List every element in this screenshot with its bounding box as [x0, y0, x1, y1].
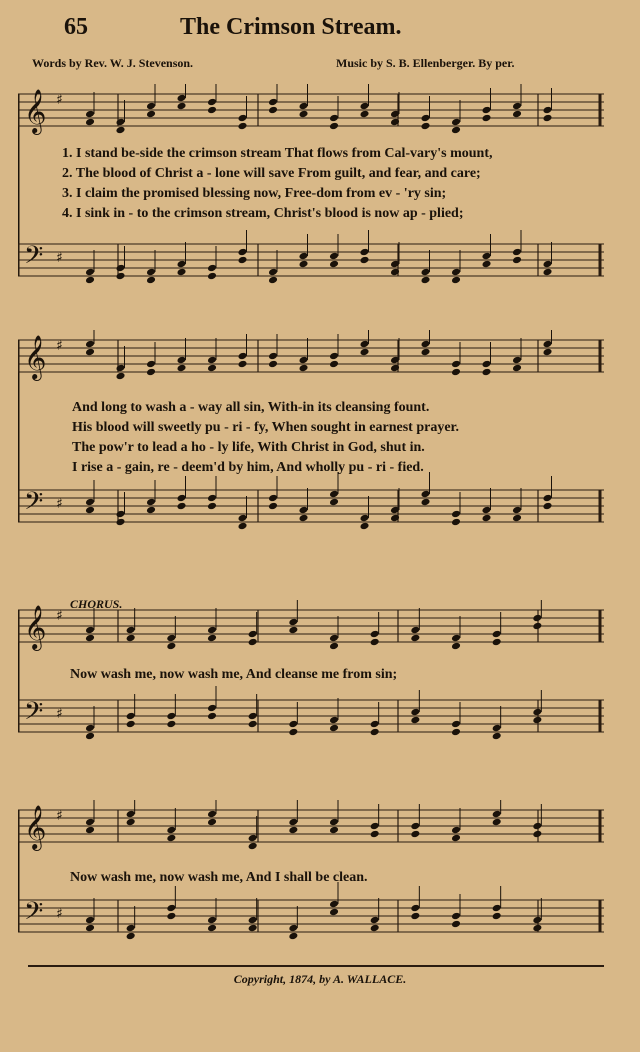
note: [512, 356, 522, 365]
svg-text:♯: ♯: [56, 338, 63, 354]
note: [492, 630, 502, 639]
note: [451, 634, 461, 643]
note: [451, 826, 461, 835]
note: [360, 514, 370, 523]
note: [329, 634, 339, 643]
note: [451, 912, 461, 921]
note: [451, 720, 461, 729]
note: [268, 98, 278, 107]
note: [512, 102, 522, 111]
note: [207, 916, 217, 925]
note: [543, 260, 553, 269]
note: [532, 708, 542, 717]
svg-text:♯: ♯: [56, 706, 63, 722]
note: [329, 352, 339, 361]
note: [85, 724, 95, 733]
svg-text:𝄞: 𝄞: [24, 605, 47, 649]
note: [207, 704, 217, 713]
note: [451, 510, 461, 519]
note: [85, 110, 95, 119]
note: [85, 498, 95, 507]
staff: [18, 800, 604, 851]
note: [207, 626, 217, 635]
note: [451, 360, 461, 369]
note: [207, 356, 217, 365]
note: [482, 360, 492, 369]
staff: [18, 472, 604, 530]
note: [410, 708, 420, 717]
note: [360, 248, 370, 257]
note: [116, 510, 126, 519]
note: [238, 352, 248, 361]
note: [268, 352, 278, 361]
svg-text:𝄢: 𝄢: [24, 897, 44, 932]
note: [299, 506, 309, 515]
note: [360, 340, 370, 349]
note: [146, 360, 156, 369]
chorus-line-2: Now wash me, now wash me, And I shall be clean.: [70, 870, 368, 885]
note: [421, 490, 431, 499]
note: [370, 630, 380, 639]
svg-text:♯: ♯: [56, 92, 63, 108]
note: [532, 822, 542, 831]
note: [512, 248, 522, 257]
note: [248, 834, 258, 843]
note: [288, 720, 298, 729]
verse-2-line-2: His blood will sweetly pu - ri - fy, When sought in earnest prayer.: [72, 420, 459, 435]
svg-text:𝄢: 𝄢: [24, 487, 44, 522]
copyright-notice: Copyright, 1874, by A. WALLACE.: [233, 972, 407, 986]
note: [207, 264, 217, 273]
svg-text:♯: ♯: [56, 496, 63, 512]
note: [238, 248, 248, 257]
note: [329, 716, 339, 725]
note: [238, 114, 248, 123]
note: [126, 626, 136, 635]
svg-text:♯: ♯: [56, 906, 63, 922]
svg-text:♯: ♯: [56, 608, 63, 624]
note: [116, 264, 126, 273]
note: [288, 818, 298, 827]
note: [543, 106, 553, 115]
note: [410, 626, 420, 635]
staff: [18, 84, 604, 135]
note: [207, 98, 217, 107]
verse-4-line-1: 4. I sink in - to the crimson stream, Christ's blood is now ap - plied;: [62, 206, 464, 221]
staff: [18, 230, 604, 284]
note: [360, 102, 370, 111]
note: [126, 924, 136, 933]
note: [248, 916, 258, 925]
note: [482, 506, 492, 515]
note: [329, 818, 339, 827]
note: [288, 924, 298, 933]
note: [421, 340, 431, 349]
note: [207, 810, 217, 819]
svg-text:𝄢: 𝄢: [24, 697, 44, 732]
note: [410, 822, 420, 831]
svg-text:𝄞: 𝄞: [24, 805, 47, 849]
note: [532, 916, 542, 925]
verse-3-line-1: 3. I claim the promised blessing now, Free-dom from ev - 'ry sin;: [62, 186, 447, 201]
verse-4-line-2: I rise a - gain, re - deem'd by him, And wholly pu - ri - fied.: [72, 460, 424, 475]
footer-rule: [28, 965, 604, 967]
note: [451, 268, 461, 277]
note: [329, 114, 339, 123]
note: [492, 904, 502, 913]
note: [126, 712, 136, 721]
note: [85, 268, 95, 277]
note: [329, 252, 339, 261]
staff: [18, 600, 604, 651]
note: [410, 904, 420, 913]
note: [268, 268, 278, 277]
note: [543, 340, 553, 349]
note: [85, 818, 95, 827]
note: [370, 916, 380, 925]
note: [85, 916, 95, 925]
svg-text:♯: ♯: [56, 250, 63, 266]
note: [85, 626, 95, 635]
note: [421, 268, 431, 277]
verse-2-line-1: 2. The blood of Christ a - lone will save From guilt, and fear, and care;: [62, 166, 481, 181]
note: [166, 904, 176, 913]
hymn-number: 65: [64, 14, 88, 40]
note: [421, 114, 431, 123]
words-credit: Words by Rev. W. J. Stevenson.: [32, 56, 194, 70]
verse-1-line-1: 1. I stand be-side the crimson stream That flows from Cal-vary's mount,: [62, 146, 493, 161]
note: [177, 356, 187, 365]
note: [248, 712, 258, 721]
note: [146, 268, 156, 277]
note: [146, 498, 156, 507]
note: [177, 260, 187, 269]
note: [288, 618, 298, 627]
note: [329, 900, 339, 909]
note: [512, 506, 522, 515]
note: [299, 102, 309, 111]
verse-1-line-2: And long to wash a - way all sin, With-in its cleansing fount.: [72, 400, 430, 415]
note: [492, 810, 502, 819]
note: [177, 494, 187, 503]
note: [482, 106, 492, 115]
note: [146, 102, 156, 111]
note: [543, 494, 553, 503]
note: [85, 340, 95, 349]
note: [116, 118, 126, 127]
staff: [18, 686, 604, 740]
staff: [18, 882, 604, 940]
note: [116, 364, 126, 373]
note: [299, 356, 309, 365]
note: [492, 724, 502, 733]
note: [166, 712, 176, 721]
hymn-title: The Crimson Stream.: [180, 14, 402, 40]
note: [248, 630, 258, 639]
note: [482, 252, 492, 261]
note: [451, 118, 461, 127]
staff: [18, 330, 604, 381]
note: [177, 94, 187, 103]
music-credit: Music by S. B. Ellenberger. By per.: [336, 56, 515, 70]
note: [126, 810, 136, 819]
note: [166, 826, 176, 835]
verse-3-line-2: The pow'r to lead a ho - ly life, With Christ in God, shut in.: [72, 440, 425, 455]
chorus-label: CHORUS.: [70, 597, 123, 611]
note: [207, 494, 217, 503]
svg-text:♯: ♯: [56, 808, 63, 824]
note: [532, 614, 542, 623]
svg-text:𝄞: 𝄞: [24, 335, 47, 379]
note: [370, 822, 380, 831]
note: [238, 514, 248, 523]
note: [268, 494, 278, 503]
note: [329, 490, 339, 499]
chorus-line-1: Now wash me, now wash me, And cleanse me from sin;: [70, 667, 398, 682]
svg-text:𝄞: 𝄞: [24, 89, 47, 133]
svg-text:𝄢: 𝄢: [24, 241, 44, 276]
note: [166, 634, 176, 643]
note: [370, 720, 380, 729]
note: [299, 252, 309, 261]
